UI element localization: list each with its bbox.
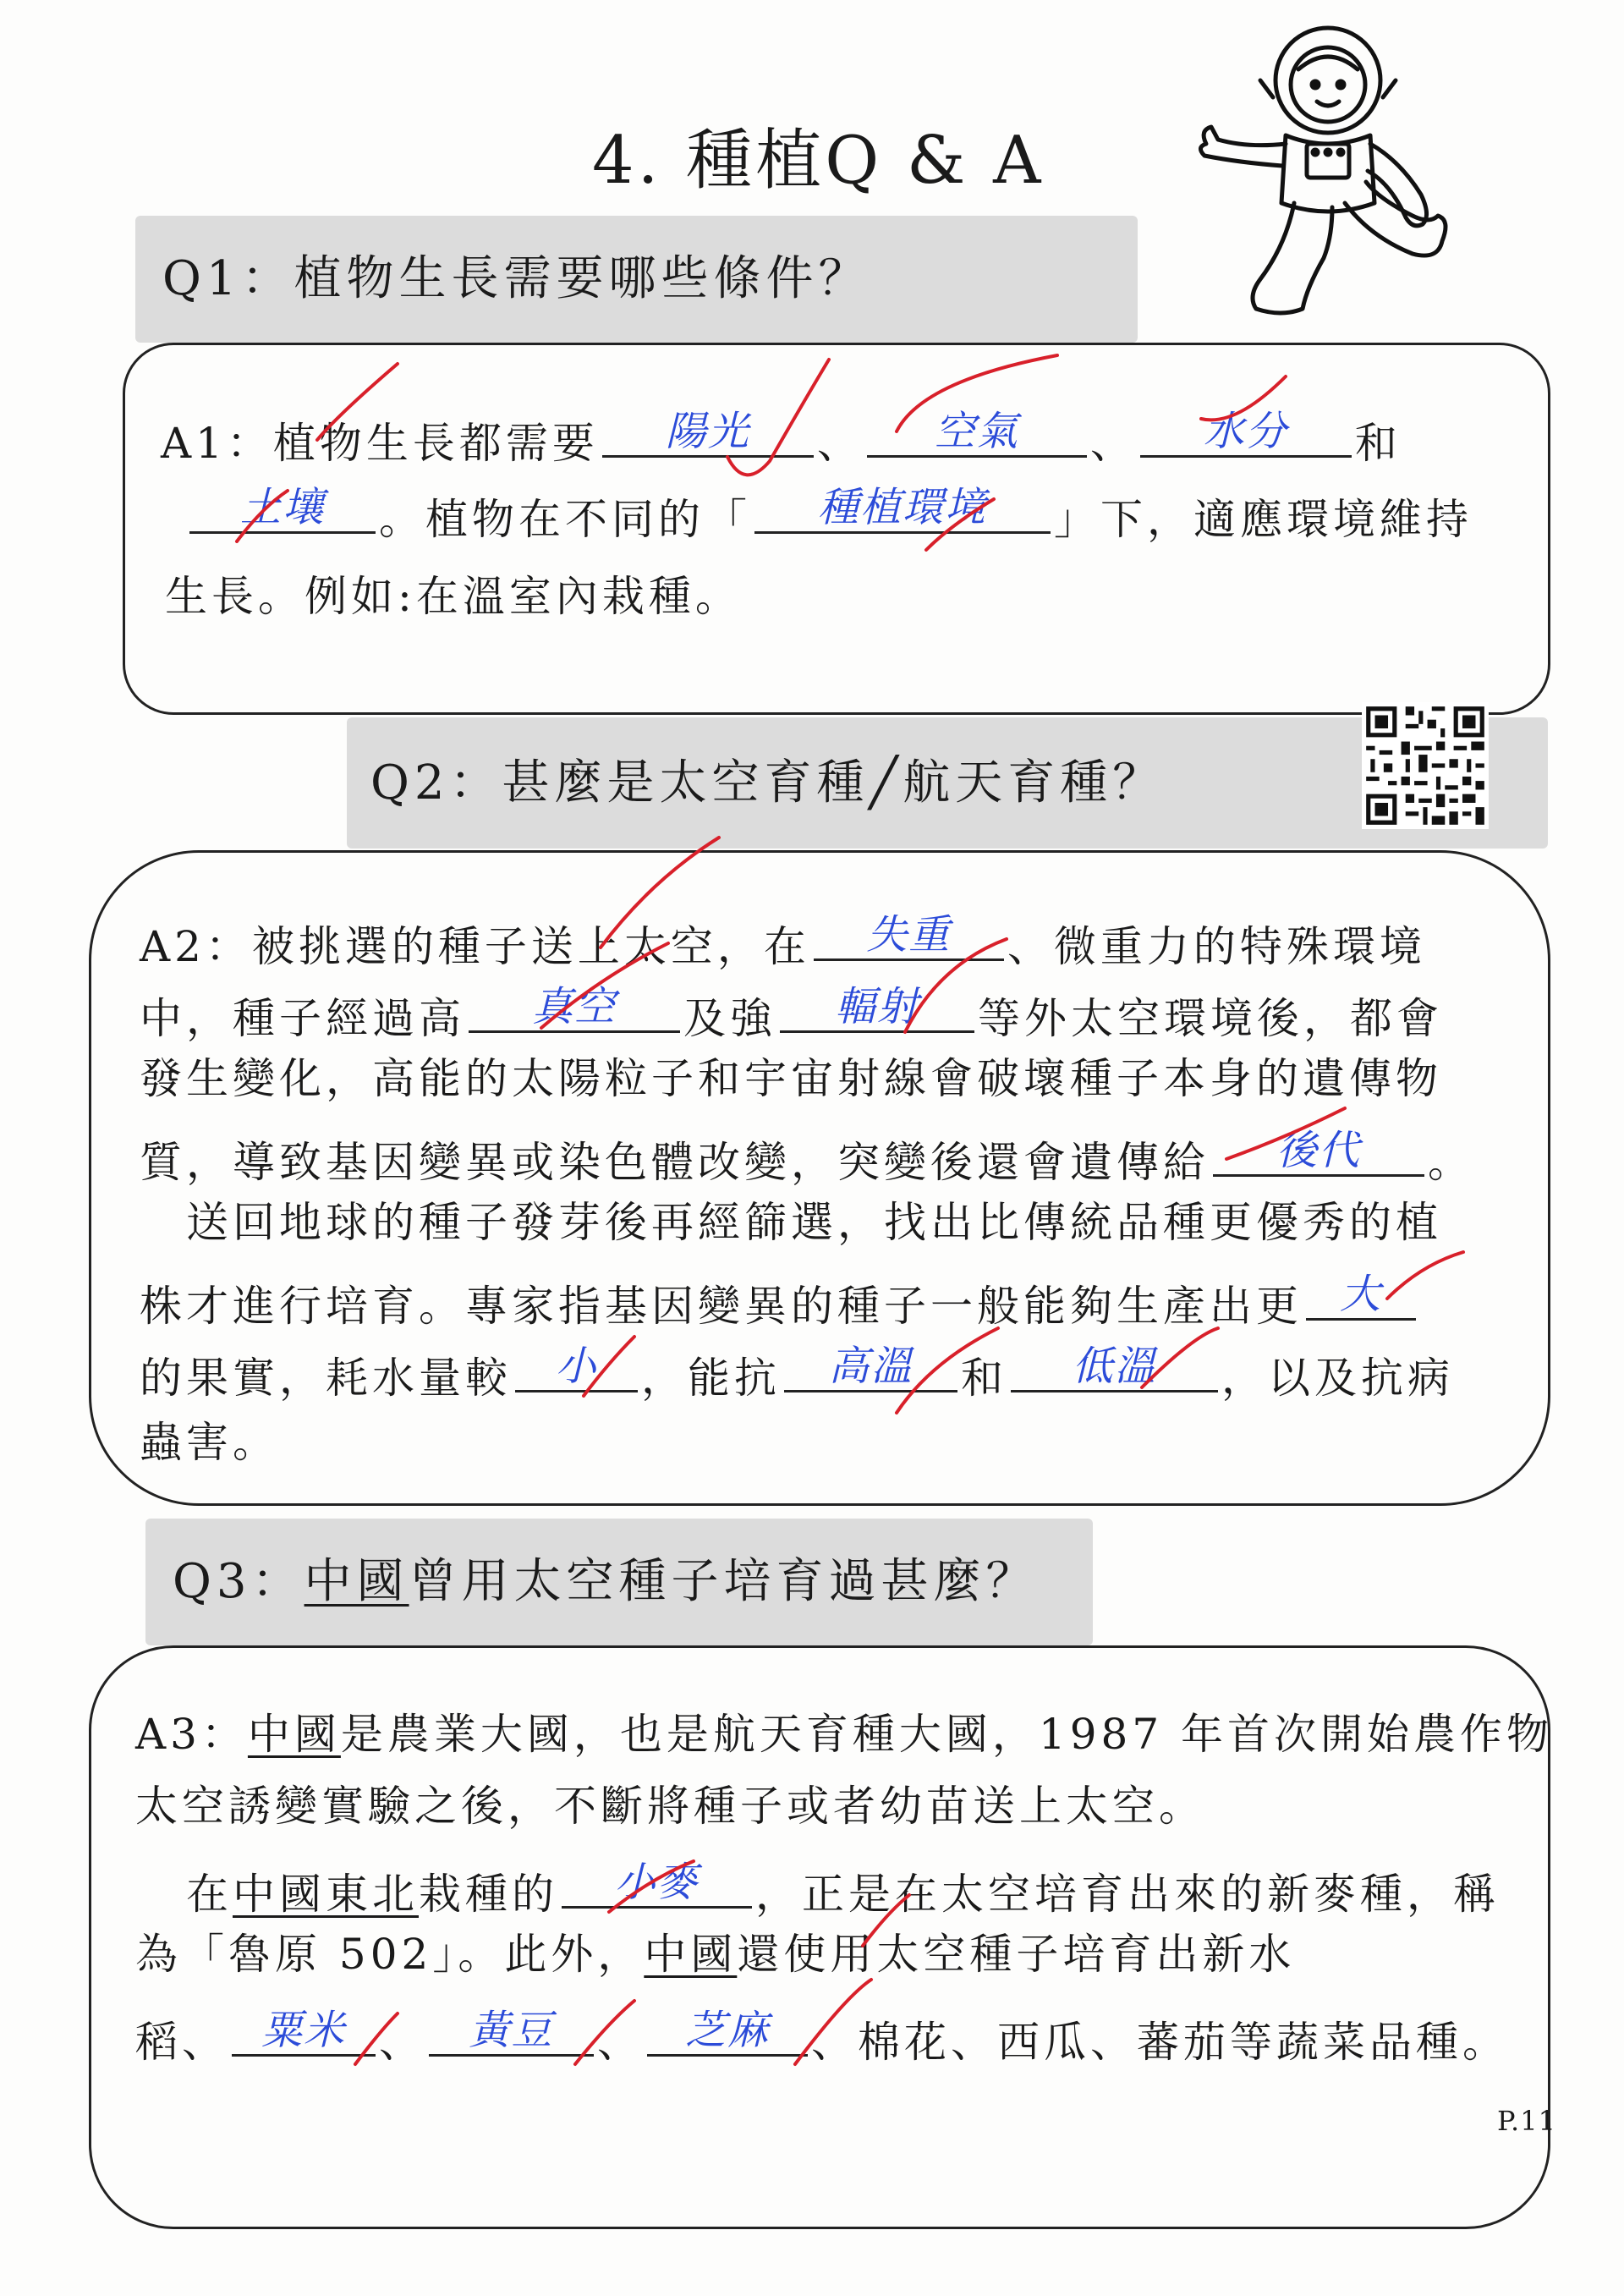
answer-2-line-2: 中，種子經過高 真空 及強 輻射 等外太空環境後，都會 <box>140 983 1443 1043</box>
blank-a2-2[interactable]: 真空 <box>469 986 680 1033</box>
blank-a2-6[interactable]: 小 <box>515 1345 638 1392</box>
blank-a3-3[interactable]: 黃豆 <box>429 2009 594 2057</box>
answer-2-line-5: 送回地球的種子發芽後再經篩選，找出比傳統品種更優秀的植 <box>186 1198 1442 1247</box>
page-number: P.11 <box>1497 2105 1556 2137</box>
blank-a2-8[interactable]: 低溫 <box>1011 1345 1218 1392</box>
blank-a1-2[interactable]: 空氣 <box>867 410 1087 458</box>
qr-code <box>1362 702 1489 829</box>
answer-2-line-7: 的果實，耗水量較 小 ，能抗 高溫 和 低溫 ，以及抗病 <box>140 1343 1454 1403</box>
blank-a1-5[interactable]: 種植環境 <box>754 486 1051 534</box>
blank-a1-4[interactable]: 土壤 <box>189 486 376 534</box>
blank-a1-1[interactable]: 陽光 <box>602 410 814 458</box>
blank-a2-4[interactable]: 後代 <box>1213 1129 1424 1177</box>
answer-2-line-3: 發生變化，高能的太陽粒子和宇宙射線會破壞種子本身的遺傳物 <box>140 1054 1442 1103</box>
question-2-text: Q2：甚麼是太空育種╱航天育種？ <box>370 755 1166 810</box>
question-1-text: Q1：植物生長需要哪些條件？ <box>162 251 871 306</box>
answer-1-line-2: 土壤 。植物在不同的「 種植環境 」下，適應環境維持 <box>186 486 1473 541</box>
answer-2-line-1: A2：被挑選的種子送上太空，在 失重 、微重力的特殊環境 <box>140 911 1426 971</box>
answer-3-line-1: A3：中國是農業大國，也是航天育種大國，1987 年首次開始農作物 <box>135 1710 1554 1759</box>
answer-2-line-6: 株才進行培育。專家指基因變異的種子一般能夠生產出更 大 <box>140 1273 1419 1327</box>
astronaut-illustration <box>1180 17 1484 338</box>
answer-3-line-5: 稻、 粟米 、 黃豆 、 芝麻 、棉花、西瓜、蕃茄等蔬菜品種。 <box>135 2007 1509 2067</box>
answer-3-line-2: 太空誘變實驗之後，不斷將種子或者幼苗送上太空。 <box>135 1782 1205 1831</box>
answer-2-line-4: 質，導致基因變異或染色體改變，突變後還會遺傳給 後代 。 <box>140 1127 1474 1187</box>
answer-2-line-8: 蟲害。 <box>140 1418 279 1467</box>
answer-1-line-3: 生長。例如:在溫室內栽種。 <box>165 572 742 621</box>
question-3-bar <box>145 1519 1093 1645</box>
blank-a3-1[interactable]: 小麥 <box>562 1861 752 1909</box>
blank-a2-1[interactable]: 失重 <box>814 914 1004 961</box>
answer-3-line-3: 在中國東北栽種的 小麥 ，正是在太空培育出來的新麥種，稱 <box>186 1859 1500 1919</box>
blank-a3-2[interactable]: 粟米 <box>232 2009 376 2057</box>
blank-a3-4[interactable]: 芝麻 <box>647 2009 808 2057</box>
blank-a2-3[interactable]: 輻射 <box>780 986 974 1033</box>
page-title: 4. 種植Q & A <box>592 123 1045 199</box>
question-1-bar <box>135 216 1138 343</box>
blank-a2-7[interactable]: 高溫 <box>784 1345 957 1392</box>
answer-1-line-1: A1：植物生長都需要 陽光 、 空氣 、 水分 和 <box>161 408 1402 468</box>
question-3-text: Q3：中國曾用太空種子培育過甚麼？ <box>173 1554 1039 1609</box>
blank-a1-3[interactable]: 水分 <box>1140 410 1352 458</box>
blank-a2-5[interactable]: 大 <box>1306 1273 1416 1321</box>
answer-3-line-4: 為「魯原 502」。此外，中國還使用太空種子培育出新水 <box>135 1930 1296 1979</box>
